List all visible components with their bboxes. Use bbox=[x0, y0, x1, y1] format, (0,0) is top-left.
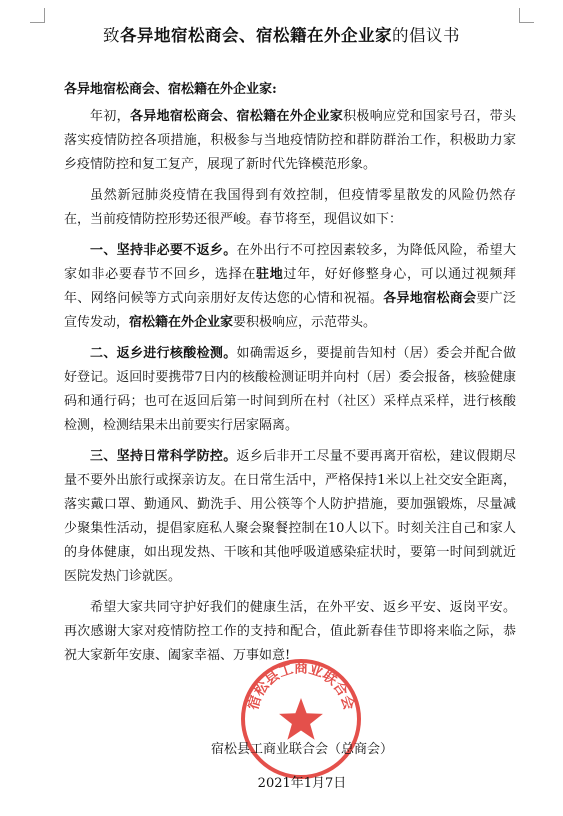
item1-text-e: 要广泛宣传发动， bbox=[64, 291, 516, 330]
letter-body bbox=[64, 78, 516, 675]
seal-star-icon bbox=[279, 698, 323, 740]
item1-text-a: 在外出行不可控因素较多，为降低风险，希望大家如非必要春节不回乡，选择在 bbox=[64, 243, 516, 282]
item1-bold-f: 宿松籍在外企业家 bbox=[129, 315, 234, 330]
crop-mark-top-left bbox=[30, 8, 45, 23]
proposal-item-1 bbox=[64, 239, 516, 335]
proposal-item-3 bbox=[64, 445, 516, 589]
item1-bold-d: 各异地宿松商会 bbox=[383, 291, 477, 306]
seal-text-path: 宿松县工商业联合会 bbox=[245, 660, 357, 712]
salutation: 各异地宿松商会、宿松籍在外企业家: bbox=[64, 82, 277, 97]
document-title bbox=[0, 22, 563, 46]
item2-body: 如确需返乡，要提前告知村（居）委会并配合做好登记。返回时要携带7日内的核酸检测证明并向村（居）委会报备，核验健康码和通行码；也可在返回后第一时间到所在村（社区）采样点采样，进行核酸检测，检测结果未出前要实行居家隔离。 bbox=[64, 346, 516, 433]
crop-mark-top-right bbox=[519, 8, 534, 23]
item1-bold-b: 驻地 bbox=[256, 267, 284, 282]
paragraph-closing: 希望大家共同守护好我们的健康生活，在外平安、返乡平安、返岗平安。再次感谢大家对疫情防控工作的支持和配合，值此新春佳节即将来临之际，恭祝大家新年安康、阖家幸福、万事如意! bbox=[64, 600, 516, 663]
signature-date: 2021年1月7日 bbox=[257, 776, 347, 791]
item1-heading: 一、坚持非必要不返乡。 bbox=[90, 243, 237, 258]
para1-text-a: 年初， bbox=[90, 109, 130, 124]
item3-heading: 三、坚持日常科学防控。 bbox=[90, 449, 237, 464]
item1-text-g: 要积极响应，示范带头。 bbox=[233, 315, 377, 330]
proposal-item-2 bbox=[64, 342, 516, 438]
title-bold: 各异地宿松商会、宿松籍在外企业家 bbox=[120, 26, 392, 45]
paragraph-intro bbox=[64, 105, 516, 177]
signature: 宿松县工商业联合会（总商会） bbox=[210, 742, 393, 757]
para1-bold: 各异地宿松商会、宿松籍在外企业家 bbox=[129, 109, 344, 124]
para1-text-c: 积极响应党和国家号召，带头落实疫情防控各项措施，积极参与当地疫情防控和群防群治工作，积极助力家乡疫情防控和复工复产，展现了新时代先锋模范形象。 bbox=[64, 109, 516, 172]
title-prefix: 致 bbox=[103, 26, 120, 45]
official-seal-stamp bbox=[236, 654, 366, 784]
item1-text-c: 过年，好好修整身心，可以通过视频拜年、网络问候等方式向亲朋好友传达您的心情和祝福。 bbox=[64, 267, 516, 306]
paragraph-situation: 虽然新冠肺炎疫情在我国得到有效控制，但疫情零星散发的风险仍然存在，当前疫情防控形势还很严峻。春节将至，现倡议如下： bbox=[64, 188, 516, 227]
title-suffix: 的倡议书 bbox=[392, 26, 460, 45]
item3-body: 返乡后非开工尽量不要再离开宿松，建议假期尽量不要外出旅行或探亲访友。在日常生活中，严格保持1米以上社交安全距离，落实戴口罩、勤通风、勤洗手、用公筷等个人防护措施，要加强锻炼，尽量减少聚集性活动，提倡家庭私人聚会聚餐控制在10人以下。时刻关注自己和家人的身体健康，如出现发热、干咳和其他呼吸道感染症状时，要第一时间到就近医院发热门诊就医。 bbox=[64, 449, 516, 584]
item2-heading: 二、返乡进行核酸检测。 bbox=[90, 346, 237, 361]
